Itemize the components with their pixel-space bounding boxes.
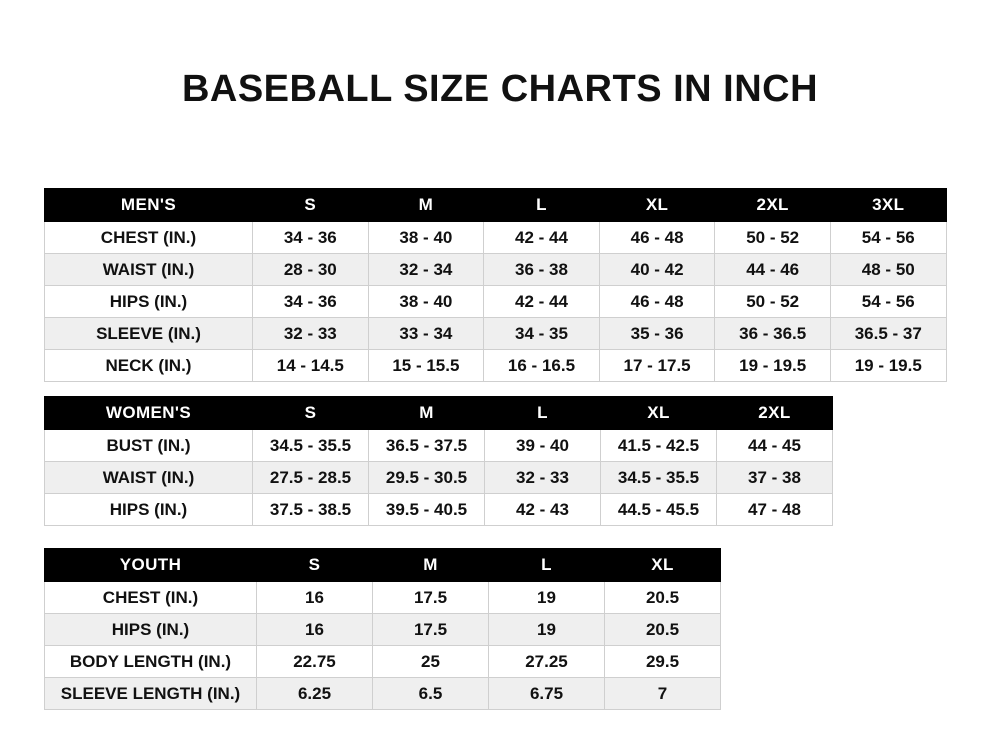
cell-value: 16 - 16.5	[484, 350, 600, 382]
cell-value: 19 - 19.5	[715, 350, 831, 382]
cell-value: 19 - 19.5	[830, 350, 946, 382]
cell-value: 7	[605, 678, 721, 710]
mens-header-label: MEN'S	[45, 189, 253, 222]
youth-header-label: YOUTH	[45, 549, 257, 582]
cell-value: 32 - 34	[368, 254, 484, 286]
table-row	[45, 678, 721, 710]
table-header-row	[45, 189, 947, 222]
cell-value: 29.5 - 30.5	[369, 462, 485, 494]
cell-value: 17 - 17.5	[599, 350, 715, 382]
row-label: SLEEVE (IN.)	[45, 318, 253, 350]
youth-header-col-l: L	[489, 549, 605, 582]
cell-value: 17.5	[373, 614, 489, 646]
table-row	[45, 614, 721, 646]
cell-value: 16	[257, 582, 373, 614]
cell-value: 50 - 52	[715, 286, 831, 318]
row-label: SLEEVE LENGTH (IN.)	[45, 678, 257, 710]
youth-header-col-xl: XL	[605, 549, 721, 582]
cell-value: 19	[489, 582, 605, 614]
cell-value: 42 - 43	[485, 494, 601, 526]
womens-header-col-xl: XL	[601, 397, 717, 430]
table-row	[45, 430, 833, 462]
cell-value: 39 - 40	[485, 430, 601, 462]
row-label: WAIST (IN.)	[45, 462, 253, 494]
table-row	[45, 494, 833, 526]
cell-value: 34 - 35	[484, 318, 600, 350]
cell-value: 40 - 42	[599, 254, 715, 286]
youth-header-col-s: S	[257, 549, 373, 582]
cell-value: 34.5 - 35.5	[253, 430, 369, 462]
table-row	[45, 222, 947, 254]
cell-value: 39.5 - 40.5	[369, 494, 485, 526]
table-row	[45, 318, 947, 350]
cell-value: 32 - 33	[253, 318, 369, 350]
cell-value: 20.5	[605, 614, 721, 646]
row-label: NECK (IN.)	[45, 350, 253, 382]
cell-value: 37 - 38	[717, 462, 833, 494]
cell-value: 34 - 36	[253, 222, 369, 254]
cell-value: 27.5 - 28.5	[253, 462, 369, 494]
youth-header-col-m: M	[373, 549, 489, 582]
cell-value: 34.5 - 35.5	[601, 462, 717, 494]
cell-value: 32 - 33	[485, 462, 601, 494]
mens-header-col-3xl: 3XL	[830, 189, 946, 222]
cell-value: 44 - 46	[715, 254, 831, 286]
cell-value: 29.5	[605, 646, 721, 678]
cell-value: 46 - 48	[599, 222, 715, 254]
cell-value: 27.25	[489, 646, 605, 678]
cell-value: 20.5	[605, 582, 721, 614]
cell-value: 14 - 14.5	[253, 350, 369, 382]
cell-value: 36 - 36.5	[715, 318, 831, 350]
page-title: BASEBALL SIZE CHARTS IN INCH	[181, 68, 819, 110]
cell-value: 35 - 36	[599, 318, 715, 350]
cell-value: 6.25	[257, 678, 373, 710]
mens-header-col-l: L	[484, 189, 600, 222]
table-row	[45, 462, 833, 494]
table-row	[45, 286, 947, 318]
cell-value: 44.5 - 45.5	[601, 494, 717, 526]
mens-header-col-m: M	[368, 189, 484, 222]
youth-size-table	[44, 548, 721, 710]
cell-value: 42 - 44	[484, 286, 600, 318]
row-label: HIPS (IN.)	[45, 286, 253, 318]
cell-value: 47 - 48	[717, 494, 833, 526]
table-row	[45, 646, 721, 678]
row-label: HIPS (IN.)	[45, 494, 253, 526]
cell-value: 41.5 - 42.5	[601, 430, 717, 462]
row-label: CHEST (IN.)	[45, 222, 253, 254]
table-row	[45, 254, 947, 286]
cell-value: 38 - 40	[368, 222, 484, 254]
cell-value: 33 - 34	[368, 318, 484, 350]
womens-header-col-l: L	[485, 397, 601, 430]
cell-value: 44 - 45	[717, 430, 833, 462]
row-label: BODY LENGTH (IN.)	[45, 646, 257, 678]
cell-value: 48 - 50	[830, 254, 946, 286]
cell-value: 6.5	[373, 678, 489, 710]
womens-size-table	[44, 396, 833, 526]
womens-header-col-m: M	[369, 397, 485, 430]
cell-value: 25	[373, 646, 489, 678]
cell-value: 46 - 48	[599, 286, 715, 318]
cell-value: 36.5 - 37.5	[369, 430, 485, 462]
table-header-row	[45, 397, 833, 430]
cell-value: 19	[489, 614, 605, 646]
cell-value: 50 - 52	[715, 222, 831, 254]
cell-value: 54 - 56	[830, 286, 946, 318]
table-header-row	[45, 549, 721, 582]
cell-value: 15 - 15.5	[368, 350, 484, 382]
row-label: BUST (IN.)	[45, 430, 253, 462]
cell-value: 36.5 - 37	[830, 318, 946, 350]
table-row	[45, 350, 947, 382]
mens-header-col-2xl: 2XL	[715, 189, 831, 222]
mens-header-col-xl: XL	[599, 189, 715, 222]
mens-size-table	[44, 188, 947, 382]
cell-value: 36 - 38	[484, 254, 600, 286]
womens-header-label: WOMEN'S	[45, 397, 253, 430]
cell-value: 38 - 40	[368, 286, 484, 318]
row-label: WAIST (IN.)	[45, 254, 253, 286]
womens-header-col-2xl: 2XL	[717, 397, 833, 430]
cell-value: 16	[257, 614, 373, 646]
mens-header-col-s: S	[253, 189, 369, 222]
cell-value: 34 - 36	[253, 286, 369, 318]
table-row	[45, 582, 721, 614]
row-label: CHEST (IN.)	[45, 582, 257, 614]
cell-value: 37.5 - 38.5	[253, 494, 369, 526]
cell-value: 42 - 44	[484, 222, 600, 254]
cell-value: 6.75	[489, 678, 605, 710]
cell-value: 17.5	[373, 582, 489, 614]
cell-value: 28 - 30	[253, 254, 369, 286]
cell-value: 22.75	[257, 646, 373, 678]
cell-value: 54 - 56	[830, 222, 946, 254]
row-label: HIPS (IN.)	[45, 614, 257, 646]
womens-header-col-s: S	[253, 397, 369, 430]
